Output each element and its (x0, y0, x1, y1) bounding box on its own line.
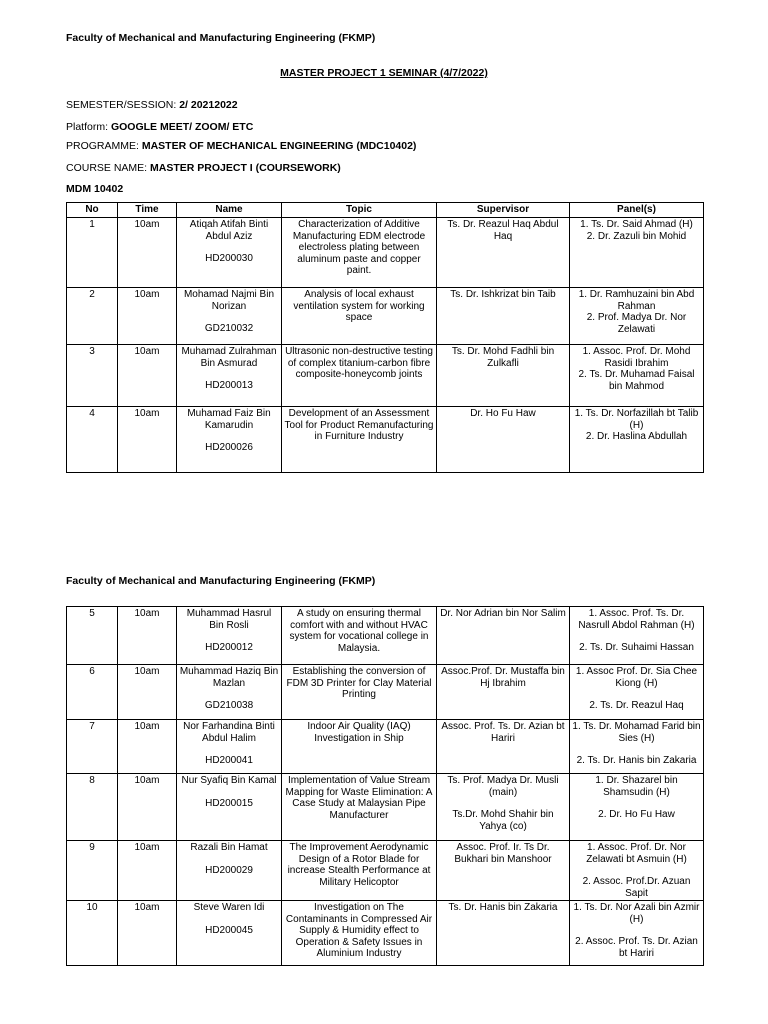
panel-member: 1. Ts. Dr. Said Ahmad (H) (580, 219, 693, 230)
supervisor-name: Ts.Dr. Mohd Shahir bin Yahya (co) (452, 809, 554, 832)
spacer (439, 798, 567, 809)
semester-line: SEMESTER/SESSION: 2/ 20212022 (66, 99, 238, 111)
panel-member: 2. Assoc. Prof.Dr. Azuan Sapit (582, 876, 691, 899)
cell-topic: The Improvement Aerodynamic Design of a Rotor Blade for increase Stealth Performance at Military Helicoptor (282, 841, 437, 901)
student-name: Muhamad Zulrahman Bin Asmurad (181, 346, 277, 369)
panel-list (572, 666, 701, 712)
student-name: Muhamad Faiz Bin Kamarudin (187, 408, 271, 431)
panel-list (572, 721, 701, 767)
cell-supervisor (437, 774, 570, 841)
cell-time: 10am (118, 665, 177, 720)
student-name: Atiqah Atifah Binti Abdul Aziz (189, 219, 269, 242)
student-name: Muhammad Hasrul Bin Rosli (186, 608, 272, 631)
panel-list (572, 902, 701, 959)
cell-time: 10am (118, 407, 177, 473)
student-id: HD200026 (205, 442, 253, 453)
cell-name (177, 841, 282, 901)
panel-member: 2. Ts. Dr. Suhaimi Hassan (579, 642, 694, 653)
cell-panels (570, 218, 704, 288)
student-id: HD200029 (205, 864, 253, 876)
cell-no: 5 (67, 607, 118, 665)
cell-topic: Development of an Assessment Tool for Product Remanufacturing in Furniture Industry (282, 407, 437, 473)
cell-supervisor (437, 841, 570, 901)
cell-supervisor (437, 345, 570, 407)
cell-supervisor (437, 288, 570, 345)
supervisor-name: Ts. Dr. Hanis bin Zakaria (448, 902, 558, 913)
panel-list (572, 346, 701, 392)
panel-member: 2. Dr. Zazuli bin Mohid (586, 230, 687, 242)
cell-no: 8 (67, 774, 118, 841)
panel-member: 2. Ts. Dr. Muhamad Faisal bin Mahmod (578, 369, 695, 392)
student-id: HD200013 (205, 380, 253, 391)
cell-name (177, 345, 282, 407)
table-row (67, 607, 704, 665)
panel-list (572, 289, 701, 335)
cell-time: 10am (118, 901, 177, 966)
cell-name (177, 218, 282, 288)
panel-member: 1. Assoc. Prof. Dr. Nor Zelawati bt Asmuin (H) (586, 842, 687, 865)
cell-time: 10am (118, 218, 177, 288)
platform-line: Platform: GOOGLE MEET/ ZOOM/ ETC (66, 121, 254, 133)
panel-list (572, 219, 701, 242)
table-row (67, 665, 704, 720)
cell-topic: Ultrasonic non-destructive testing of complex titanium-carbon fibre composite-honeycomb joints (282, 345, 437, 407)
cell-no: 2 (67, 288, 118, 345)
panel-member: 2. Dr. Haslina Abdullah (585, 431, 688, 442)
cell-panels (570, 774, 704, 841)
panel-list (572, 842, 701, 899)
spacer (179, 242, 279, 253)
panel-member: 1. Ts. Dr. Nor Azali bin Azmir (H) (573, 902, 700, 925)
schedule-table-page-1 (66, 202, 704, 473)
header-supervisor: Supervisor (437, 203, 570, 218)
spacer (179, 631, 279, 642)
cell-no: 9 (67, 841, 118, 901)
panel-member: 2. Ts. Dr. Reazul Haq (589, 700, 684, 711)
cell-time: 10am (118, 345, 177, 407)
panel-member: 2. Dr. Ho Fu Haw (598, 809, 675, 820)
student-name: Razali Bin Hamat (190, 842, 268, 853)
cell-time: 10am (118, 607, 177, 665)
cell-supervisor (437, 607, 570, 665)
course-line: COURSE NAME: MASTER PROJECT I (COURSEWORK) (66, 162, 341, 174)
cell-panels (570, 345, 704, 407)
panel-list (572, 408, 701, 443)
spacer (179, 312, 279, 323)
spacer (179, 787, 279, 798)
table-row (67, 901, 704, 966)
cell-no: 10 (67, 901, 118, 966)
cell-topic: Implementation of Value Stream Mapping for Waste Elimination: A Case Study at Malaysian Pipe Manufacturer (282, 774, 437, 841)
student-id: HD200012 (205, 642, 253, 653)
supervisor-name: Assoc. Prof. Ir. Ts Dr. Bukhari bin Manshoor (454, 842, 552, 865)
panel-member: 1. Ts. Dr. Norfazillah bt Talib (H) (574, 408, 699, 431)
panel-member: 1. Assoc. Prof. Dr. Mohd Rasidi Ibrahim (582, 346, 691, 369)
student-id: HD200045 (205, 924, 253, 936)
cell-name (177, 665, 282, 720)
table-row (67, 774, 704, 841)
student-name: Muhammad Haziq Bin Mazlan (179, 666, 279, 689)
panel-list (572, 608, 701, 654)
spacer (572, 865, 701, 876)
header-topic: Topic (282, 203, 437, 218)
cell-panels (570, 607, 704, 665)
cell-time: 10am (118, 841, 177, 901)
header-time: Time (118, 203, 177, 218)
table-row (67, 407, 704, 473)
student-id: HD200015 (205, 797, 253, 809)
cell-supervisor (437, 901, 570, 966)
cell-panels (570, 901, 704, 966)
panel-member: 1. Ts. Dr. Mohamad Farid bin Sies (H) (572, 721, 701, 744)
panel-member: 1. Dr. Shazarel bin Shamsudin (H) (595, 775, 678, 798)
cell-name (177, 774, 282, 841)
student-id: GD210032 (204, 323, 254, 334)
cell-time: 10am (118, 720, 177, 774)
spacer (179, 689, 279, 700)
cell-panels (570, 841, 704, 901)
student-name: Nur Syafiq Bin Kamal (181, 775, 277, 786)
header-name: Name (177, 203, 282, 218)
faculty-heading: Faculty of Mechanical and Manufacturing Engineering (FKMP) (66, 32, 376, 44)
supervisor-name: Assoc. Prof. Ts. Dr. Azian bt Hariri (441, 721, 565, 744)
table-row (67, 720, 704, 774)
header-no: No (67, 203, 118, 218)
cell-no: 6 (67, 665, 118, 720)
supervisor-name: Ts. Prof. Madya Dr. Musli (main) (447, 775, 559, 798)
supervisor-name: Ts. Dr. Reazul Haq Abdul Haq (447, 219, 559, 242)
cell-panels (570, 407, 704, 473)
spacer (179, 431, 279, 442)
cell-name (177, 720, 282, 774)
panel-list (572, 775, 701, 821)
student-id: GD210038 (204, 700, 254, 711)
supervisor-name: Dr. Nor Adrian bin Nor Salim (440, 608, 566, 619)
spacer (572, 925, 701, 936)
spacer (572, 689, 701, 700)
cell-topic: Indoor Air Quality (IAQ) Investigation in Ship (282, 720, 437, 774)
cell-name (177, 407, 282, 473)
cell-panels (570, 288, 704, 345)
cell-supervisor (437, 407, 570, 473)
cell-topic: Establishing the conversion of FDM 3D Printer for Clay Material Printing (282, 665, 437, 720)
programme-line: PROGRAMME: MASTER OF MECHANICAL ENGINEERING (MDC10402) (66, 140, 417, 152)
panel-member: 1. Dr. Ramhuzaini bin Abd Rahman (578, 289, 695, 312)
cell-supervisor (437, 665, 570, 720)
supervisor-name: Ts. Dr. Mohd Fadhli bin Zulkafli (451, 346, 555, 369)
spacer (572, 798, 701, 809)
supervisor-name: Ts. Dr. Ishkrizat bin Taib (450, 289, 556, 300)
schedule-table-page-2 (66, 606, 704, 966)
spacer (179, 744, 279, 755)
course-code: MDM 10402 (66, 183, 124, 195)
panel-member: 2. Assoc. Prof. Ts. Dr. Azian bt Hariri (575, 936, 698, 959)
cell-no: 1 (67, 218, 118, 288)
spacer (179, 854, 279, 865)
cell-name (177, 288, 282, 345)
student-name: Steve Waren Idi (193, 902, 265, 913)
panel-member: 2. Prof. Madya Dr. Nor Zelawati (586, 312, 687, 335)
spacer (572, 744, 701, 755)
seminar-title: MASTER PROJECT 1 SEMINAR (4/7/2022) (280, 67, 488, 79)
table-header-row (67, 203, 704, 218)
table-row (67, 288, 704, 345)
faculty-heading-2: Faculty of Mechanical and Manufacturing Engineering (FKMP) (66, 575, 376, 587)
cell-topic: Characterization of Additive Manufacturing EDM electrode electroless plating between aluminum paste and copper paint. (282, 218, 437, 288)
student-id: HD200041 (205, 755, 253, 766)
student-name: Mohamad Najmi Bin Norizan (183, 289, 275, 312)
header-panels: Panel(s) (570, 203, 704, 218)
table-row (67, 345, 704, 407)
supervisor-name: Dr. Ho Fu Haw (470, 408, 536, 419)
table-row (67, 218, 704, 288)
panel-member: 1. Assoc. Prof. Ts. Dr. Nasrull Abdol Rahman (H) (578, 608, 695, 631)
supervisor-name: Assoc.Prof. Dr. Mustaffa bin Hj Ibrahim (441, 666, 565, 689)
table-row (67, 841, 704, 901)
cell-panels (570, 665, 704, 720)
cell-no: 3 (67, 345, 118, 407)
student-id: HD200030 (205, 253, 253, 264)
panel-member: 2. Ts. Dr. Hanis bin Zakaria (576, 755, 697, 766)
cell-name (177, 607, 282, 665)
cell-time: 10am (118, 774, 177, 841)
cell-supervisor (437, 218, 570, 288)
cell-panels (570, 720, 704, 774)
panel-member: 1. Assoc Prof. Dr. Sia Chee Kiong (H) (575, 666, 698, 689)
cell-supervisor (437, 720, 570, 774)
cell-no: 7 (67, 720, 118, 774)
spacer (572, 631, 701, 642)
spacer (179, 369, 279, 380)
cell-topic: Analysis of local exhaust ventilation system for working space (282, 288, 437, 345)
cell-topic: Investigation on The Contaminants in Compressed Air Supply & Humidity effect to Operation & Safety Issues in Aluminium Industry (282, 901, 437, 966)
spacer (179, 914, 279, 925)
student-name: Nor Farhandina Binti Abdul Halim (183, 721, 275, 744)
cell-name (177, 901, 282, 966)
cell-topic: A study on ensuring thermal comfort with and without HVAC system for vocational college in Malaysia. (282, 607, 437, 665)
cell-time: 10am (118, 288, 177, 345)
cell-no: 4 (67, 407, 118, 473)
